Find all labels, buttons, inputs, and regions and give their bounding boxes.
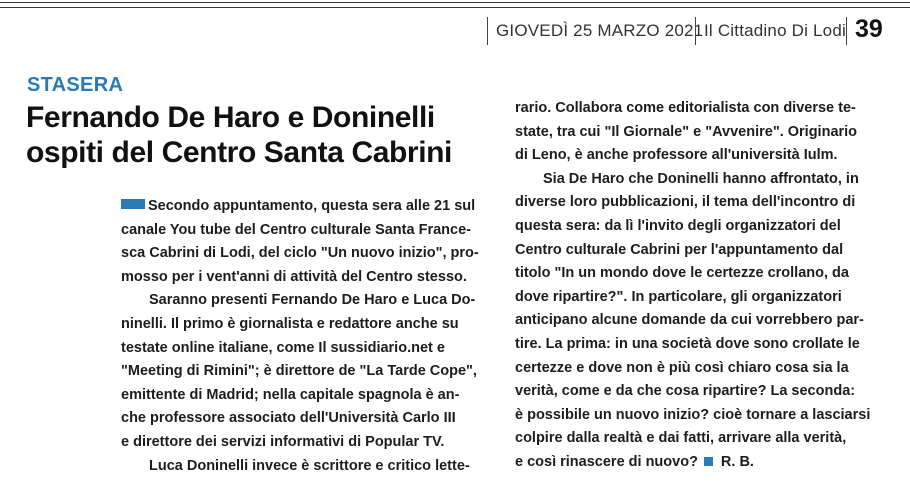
body-line: tire. La prima: in una società dove sono crollate le [515, 335, 860, 352]
headline-line: Fernando De Haro e Doninelli [26, 101, 435, 134]
body-line-final: e così rinascere di nuovo? R. B. [515, 453, 754, 470]
body-line: colpire dalla realtà e dai fatti, arrivare alla verità, [515, 430, 847, 447]
body-line: è possibile un nuovo inizio? cioè tornare a lasciarsi [515, 406, 871, 423]
body-line: dove ripartire?". In particolare, gli organizzatori [515, 288, 842, 305]
body-line: sca Cabrini di Lodi, del ciclo "Un nuovo inizio", pro- [121, 245, 479, 262]
body-line: "Meeting di Rimini"; è direttore de "La Tarde Cope", [121, 363, 477, 380]
body-line: anticipano alcune domande da cui vorrebbero par- [515, 312, 864, 329]
body-line: titolo "In un mondo dove le certezze crollano, da [515, 265, 849, 282]
body-line: state, tra cui "Il Giornale" e "Avvenire". Originario [515, 123, 858, 140]
top-rule-secondary [0, 7, 910, 8]
article-column-1 [121, 195, 497, 478]
body-line: rario. Collabora come editorialista con diverse te- [515, 100, 856, 116]
header-divider [695, 17, 696, 45]
issue-date: GIOVEDÌ 25 MARZO 2021 [496, 21, 704, 40]
body-line: che professore associato dell'Università Carlo III [121, 410, 456, 427]
body-line: questa sera: da lì l'invito degli organizzatori del [515, 217, 841, 234]
body-line: diverse loro pubblicazioni, il tema dell'incontro di [515, 194, 856, 211]
header-divider [487, 17, 488, 45]
body-line: e direttore dei servizi informativi di Popular TV. [121, 433, 445, 450]
body-line: Sia De Haro che Doninelli hanno affrontato, in [543, 170, 859, 187]
header-divider [846, 17, 847, 45]
headline-line: ospiti del Centro Santa Cabrini [26, 136, 452, 169]
body-line: canale You tube del Centro culturale Santa France- [121, 221, 471, 238]
body-line: emittente di Madrid; nella capitale spagnola è an- [121, 386, 460, 403]
body-line: di Leno, è anche professore all'università Iulm. [515, 147, 838, 164]
article-kicker: STASERA [27, 74, 124, 96]
end-marker-icon [704, 457, 713, 466]
body-line: Luca Doninelli invece è scrittore e critico lette- [149, 457, 470, 474]
body-line: Saranno presenti Fernando De Haro e Luca Do- [149, 292, 476, 309]
body-line: mosso per i vent'anni di attività del Centro stesso. [121, 268, 467, 285]
author-signature: R. B. [720, 453, 754, 470]
newspaper-name: Il Cittadino Di Lodi [704, 21, 846, 40]
page-header [0, 13, 910, 49]
page-number: 39 [855, 15, 883, 43]
top-rule [0, 2, 910, 3]
body-line: testate online italiane, come Il sussidiario.net e [121, 339, 445, 356]
body-line: certezze e dove non è più così chiaro cosa sia la [515, 359, 849, 376]
body-line: ninelli. Il primo è giornalista e redattore anche su [121, 315, 459, 332]
body-line: Secondo appuntamento, questa sera alle 21 sul [121, 195, 497, 219]
article-column-2 [515, 97, 889, 475]
paragraph-marker-icon [121, 199, 145, 209]
body-line: Centro culturale Cabrini per l'appuntamento dal [515, 241, 844, 258]
article-headline [26, 100, 496, 170]
body-line: verità, come e da che cosa ripartire? La seconda: [515, 383, 856, 400]
